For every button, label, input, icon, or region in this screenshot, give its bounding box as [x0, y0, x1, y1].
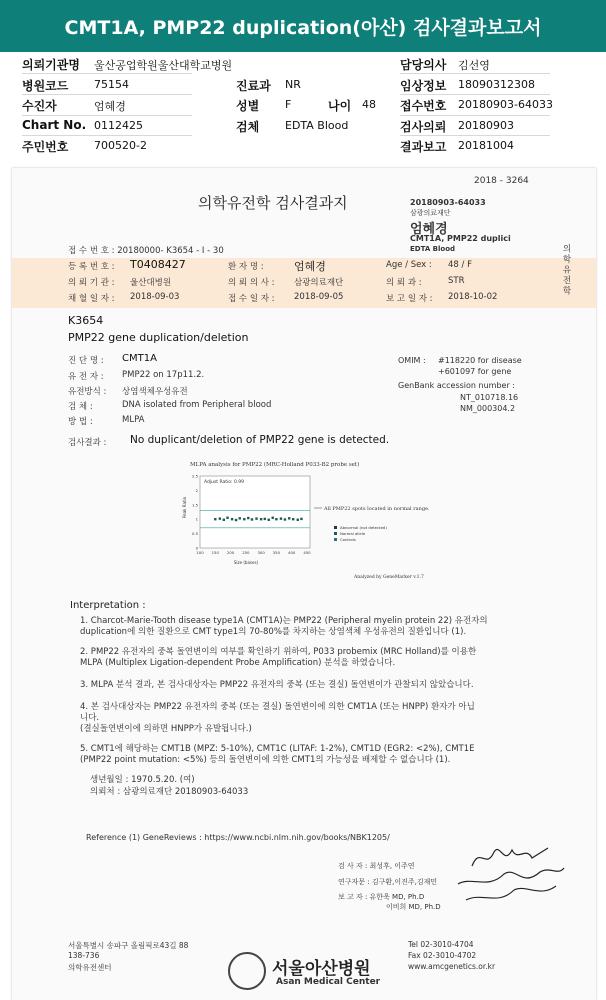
report-title-bar — [0, 0, 606, 52]
y-tick-label: 2.5 — [191, 473, 198, 479]
patient-label: 수진자 — [22, 99, 57, 113]
handwritten-signatures — [452, 836, 572, 916]
patient-value: 엄혜경 — [94, 100, 126, 113]
interp-line: (결실돌연변이에 의하면 HNPP가 유발됩니다.) — [80, 724, 252, 734]
method-value: MLPA — [122, 415, 145, 425]
data-point — [243, 518, 245, 520]
method-label: 방 법 : — [68, 417, 93, 427]
legend-swatch-abnormal — [334, 526, 337, 529]
report-title: CMT1A, PMP22 duplication(아산) 검사결과보고서 — [64, 16, 542, 39]
inherit-label: 유전방식 : — [68, 387, 107, 397]
signer-3: 보 고 자 : 유한욱 MD, Ph.D — [338, 893, 425, 901]
website: www.amcgenetics.or.kr — [408, 962, 496, 971]
y-axis-label: Peak Ratio — [182, 496, 187, 518]
omim-gene: +601097 for gene — [438, 367, 512, 376]
dx-value: CMT1A — [122, 353, 157, 364]
collect-value: 2018-09-03 — [130, 292, 180, 302]
sex-value: F — [285, 98, 292, 111]
doc-number: 2018 - 3264 — [474, 176, 529, 186]
x-tick-label: 100 — [196, 550, 204, 555]
mlpa-chart — [172, 470, 432, 580]
legend-normal: Normal allele — [340, 531, 366, 536]
divider — [400, 135, 550, 136]
address-2: 138-736 — [68, 951, 100, 960]
data-point — [288, 517, 290, 519]
interp-line: duplication에 의한 질환으로 CMT type1의 70-80%를 차지하는 상염색체 우성유전의 질환입니다 (1). — [80, 627, 467, 637]
stamp-line-4: EDTA Blood — [410, 245, 456, 253]
address-1: 서울특별시 송파구 올림픽로43길 88 — [68, 941, 189, 950]
test-name: PMP22 gene duplication/deletion — [68, 331, 249, 344]
interp-line: 니다. — [80, 713, 100, 723]
divider — [22, 115, 192, 116]
sample-label: 검 체 : — [68, 402, 93, 412]
age-sex-label: Age / Sex : — [386, 260, 432, 270]
gene-value: PMP22 on 17p11.2. — [122, 370, 205, 380]
report-date-label-doc: 보 고 일 자 : — [386, 294, 433, 304]
data-point — [260, 518, 262, 520]
data-point — [239, 517, 241, 519]
interp-line: (PMP22 point mutation: <5%) 등의 돌연변이에 의한 CMT1의 가능성을 배제할 수 없습니다 (1). — [80, 755, 451, 765]
legend-swatch-controls — [334, 538, 337, 541]
x-axis-label: Size (bases) — [233, 560, 259, 565]
department-value: NR — [285, 78, 301, 91]
adjust-ratio-label: Adjust Ratio: 0.99 — [204, 480, 245, 485]
reference: Reference (1) GeneReviews : https://www.ncbi.nlm.nih.gov/books/NBK1205/ — [86, 833, 390, 842]
data-point — [251, 518, 253, 520]
interp-line: 3. MLPA 분석 결과, 본 검사대상자는 PMP22 유전자의 중복 (또는 결실) 돌연변이가 관찰되지 않았습니다. — [80, 680, 474, 690]
data-point — [275, 518, 277, 520]
receipt-line: 접 수 번 호 : 20180000- K3654 - I - 30 — [68, 246, 224, 256]
legend-controls: Controls — [340, 537, 356, 542]
divider — [400, 73, 550, 74]
signer-4: 이비희 MD, Ph.D — [386, 903, 441, 911]
sample-value: DNA isolated from Peripheral blood — [122, 400, 272, 410]
data-point — [264, 518, 266, 520]
plot-area — [200, 476, 310, 548]
data-point — [272, 517, 274, 519]
interp-line: MLPA (Multiplex Ligation-dependent Probe Amplification) 분석을 하였습니다. — [80, 658, 396, 668]
receipt-no-label: 접수번호 — [400, 99, 447, 113]
result-label: 검사결과 : — [68, 438, 107, 448]
interp-title: Interpretation : — [70, 600, 146, 611]
birth-line: 생년월일 : 1970.5.20. (여) — [90, 775, 195, 785]
dept-value: STR — [448, 276, 465, 286]
divider — [22, 135, 192, 136]
age-sex-value: 48 / F — [448, 260, 472, 270]
stamp-line-2: 삼광의료재단 — [410, 209, 451, 217]
divider — [22, 73, 192, 74]
request-date-label: 검사의뢰 — [400, 120, 447, 134]
report-date-value-doc: 2018-10-02 — [448, 292, 498, 302]
divider — [400, 94, 550, 95]
x-tick-label: 200 — [226, 550, 235, 555]
report-date-label: 결과보고 — [400, 140, 447, 154]
logo-english: Asan Medical Center — [276, 977, 381, 987]
asan-foundation-seal-icon — [228, 952, 266, 990]
doctor-value: 삼광의료재단 — [294, 278, 344, 288]
legend-swatch-normal — [334, 532, 337, 535]
clinical-info-value: 18090312308 — [458, 78, 535, 91]
hospital-code-value: 75154 — [94, 78, 129, 91]
y-tick-label: 1 — [195, 516, 198, 522]
divider — [22, 94, 192, 95]
data-point — [300, 518, 302, 520]
gene-label: 유 전 자 : — [68, 372, 104, 382]
institution-label-doc: 의 뢰 기 관 : — [68, 278, 115, 288]
annotation-text: All PMP22 spots located in normal range. — [324, 506, 430, 512]
institution-label: 의뢰기관명 — [22, 58, 80, 72]
y-tick-label: 1.5 — [191, 502, 198, 508]
x-tick-label: 300 — [257, 550, 265, 555]
data-point — [226, 517, 228, 519]
reg-value: T0408427 — [130, 258, 186, 271]
data-point — [247, 517, 249, 519]
data-point — [231, 518, 233, 520]
dept-label: 의 뢰 과 : — [386, 278, 422, 288]
result-value: No duplicant/deletion of PMP22 gene is detected. — [130, 434, 390, 446]
y-tick-label: 0 — [195, 545, 198, 551]
data-point — [235, 519, 237, 521]
data-point — [284, 518, 286, 520]
data-point — [268, 519, 270, 521]
physician-label: 담당의사 — [400, 58, 447, 72]
reg-label: 등 록 번 호 : — [68, 262, 115, 272]
age-label: 나이 — [328, 99, 352, 113]
collect-label: 채 혈 일 자 : — [68, 294, 115, 304]
address-3: 의학유전센터 — [68, 963, 112, 972]
x-tick-label: 450 — [303, 550, 311, 555]
stamp-name: 엄혜경 — [410, 222, 448, 237]
chart-no-value: 0112425 — [94, 119, 143, 132]
specimen-value: EDTA Blood — [285, 119, 349, 132]
patient-label: 환 자 명 : — [228, 262, 264, 272]
genbank-2: NM_000304.2 — [460, 404, 516, 413]
doctor-label: 의 뢰 의 사 : — [228, 278, 275, 288]
age-value: 48 — [362, 98, 376, 111]
stamp-line-3: CMT1A, PMP22 duplici — [410, 234, 511, 243]
data-point — [297, 519, 299, 521]
fax: Fax 02-3010-4702 — [408, 951, 477, 960]
signer-1: 검 사 자 : 최성후, 이주연 — [338, 862, 415, 870]
interp-line: 4. 본 검사대상자는 PMP22 유전자의 중복 (또는 결실) 돌연변이에 의한 CMT1A (또는 HNPP) 환자가 아닙 — [80, 702, 475, 712]
legend-abnormal: Abnormal (not detected) — [340, 525, 387, 530]
tel: Tel 02-3010-4704 — [408, 940, 474, 949]
report-meta — [0, 52, 606, 164]
chart-no-label: Chart No. — [22, 118, 87, 132]
institution-value: 울산공업학원울산대학교병원 — [94, 59, 233, 72]
request-date-value: 20180903 — [458, 119, 514, 132]
logo-korean: 서울아산병원 — [272, 959, 371, 979]
x-tick-label: 400 — [288, 550, 296, 555]
data-point — [214, 518, 216, 520]
physician-value: 김선영 — [458, 59, 490, 72]
interp-line: 1. Charcot-Marie-Tooth disease type1A (CMT1A)는 PMP22 (Peripheral myelin protein 22) 유전자의 — [80, 616, 488, 626]
department-label: 진료과 — [236, 79, 271, 93]
inherit-value: 상염색체우성유전 — [122, 387, 188, 397]
interp-line: 2. PMP22 유전자의 중복 돌연변이의 여부를 확인하기 위하여, P033 probemix (MRC Holland)를 이용한 — [80, 647, 477, 657]
scanned-report-document — [12, 168, 596, 1000]
hospital-code-label: 병원코드 — [22, 79, 69, 93]
stamp-line-1: 20180903-64033 — [410, 198, 486, 207]
x-tick-label: 250 — [242, 550, 250, 555]
chart-footer: Analyzed by GeneMarker v.1.7 — [354, 575, 424, 580]
omim-disease: #118220 for disease — [438, 356, 522, 365]
y-tick-label: 2 — [195, 487, 198, 493]
data-point — [292, 518, 294, 520]
data-point — [219, 517, 221, 519]
signer-2: 연구자문 : 김구환,이진주,김재민 — [338, 878, 438, 886]
divider — [400, 115, 550, 116]
side-label: 의학유전학 — [561, 244, 571, 297]
x-tick-label: 350 — [272, 550, 281, 555]
doc-title: 의학유전학 검사결과지 — [198, 194, 348, 212]
omim-label: OMIM : — [398, 356, 426, 365]
chart-title: MLPA analysis for PMP22 (MRC-Holland P033-B2 probe set) — [190, 462, 360, 468]
interp-line: 5. CMT1에 해당하는 CMT1B (MPZ: 5-10%), CMT1C (LITAF: 1-2%), CMT1D (EGR2: <2%), CMT1E — [80, 744, 475, 754]
requester-line: 의뢰처 : 삼광의료재단 20180903-64033 — [90, 787, 249, 797]
report-date-value: 20181004 — [458, 139, 514, 152]
sex-label: 성별 — [236, 99, 260, 113]
test-code: K3654 — [68, 314, 104, 327]
dx-label: 진 단 명 : — [68, 356, 104, 366]
y-tick-label: 0.5 — [191, 531, 198, 537]
receive-value: 2018-09-05 — [294, 292, 344, 302]
resident-no-label: 주민번호 — [22, 140, 69, 154]
x-tick-label: 150 — [211, 550, 219, 555]
genbank-1: NT_010718.16 — [460, 393, 519, 402]
resident-no-value: 700520-2 — [94, 139, 147, 152]
data-point — [223, 519, 225, 521]
data-point — [280, 517, 282, 519]
genbank-label: GenBank accession number : — [398, 381, 515, 390]
data-point — [255, 517, 257, 519]
clinical-info-label: 임상정보 — [400, 79, 447, 93]
receipt-no-value: 20180903-64033 — [458, 98, 553, 111]
institution-value-doc: 울산대병원 — [130, 278, 172, 288]
patient-value: 엄혜경 — [294, 260, 326, 273]
receive-label: 접 수 일 자 : — [228, 294, 275, 304]
specimen-label: 검체 — [236, 120, 260, 134]
